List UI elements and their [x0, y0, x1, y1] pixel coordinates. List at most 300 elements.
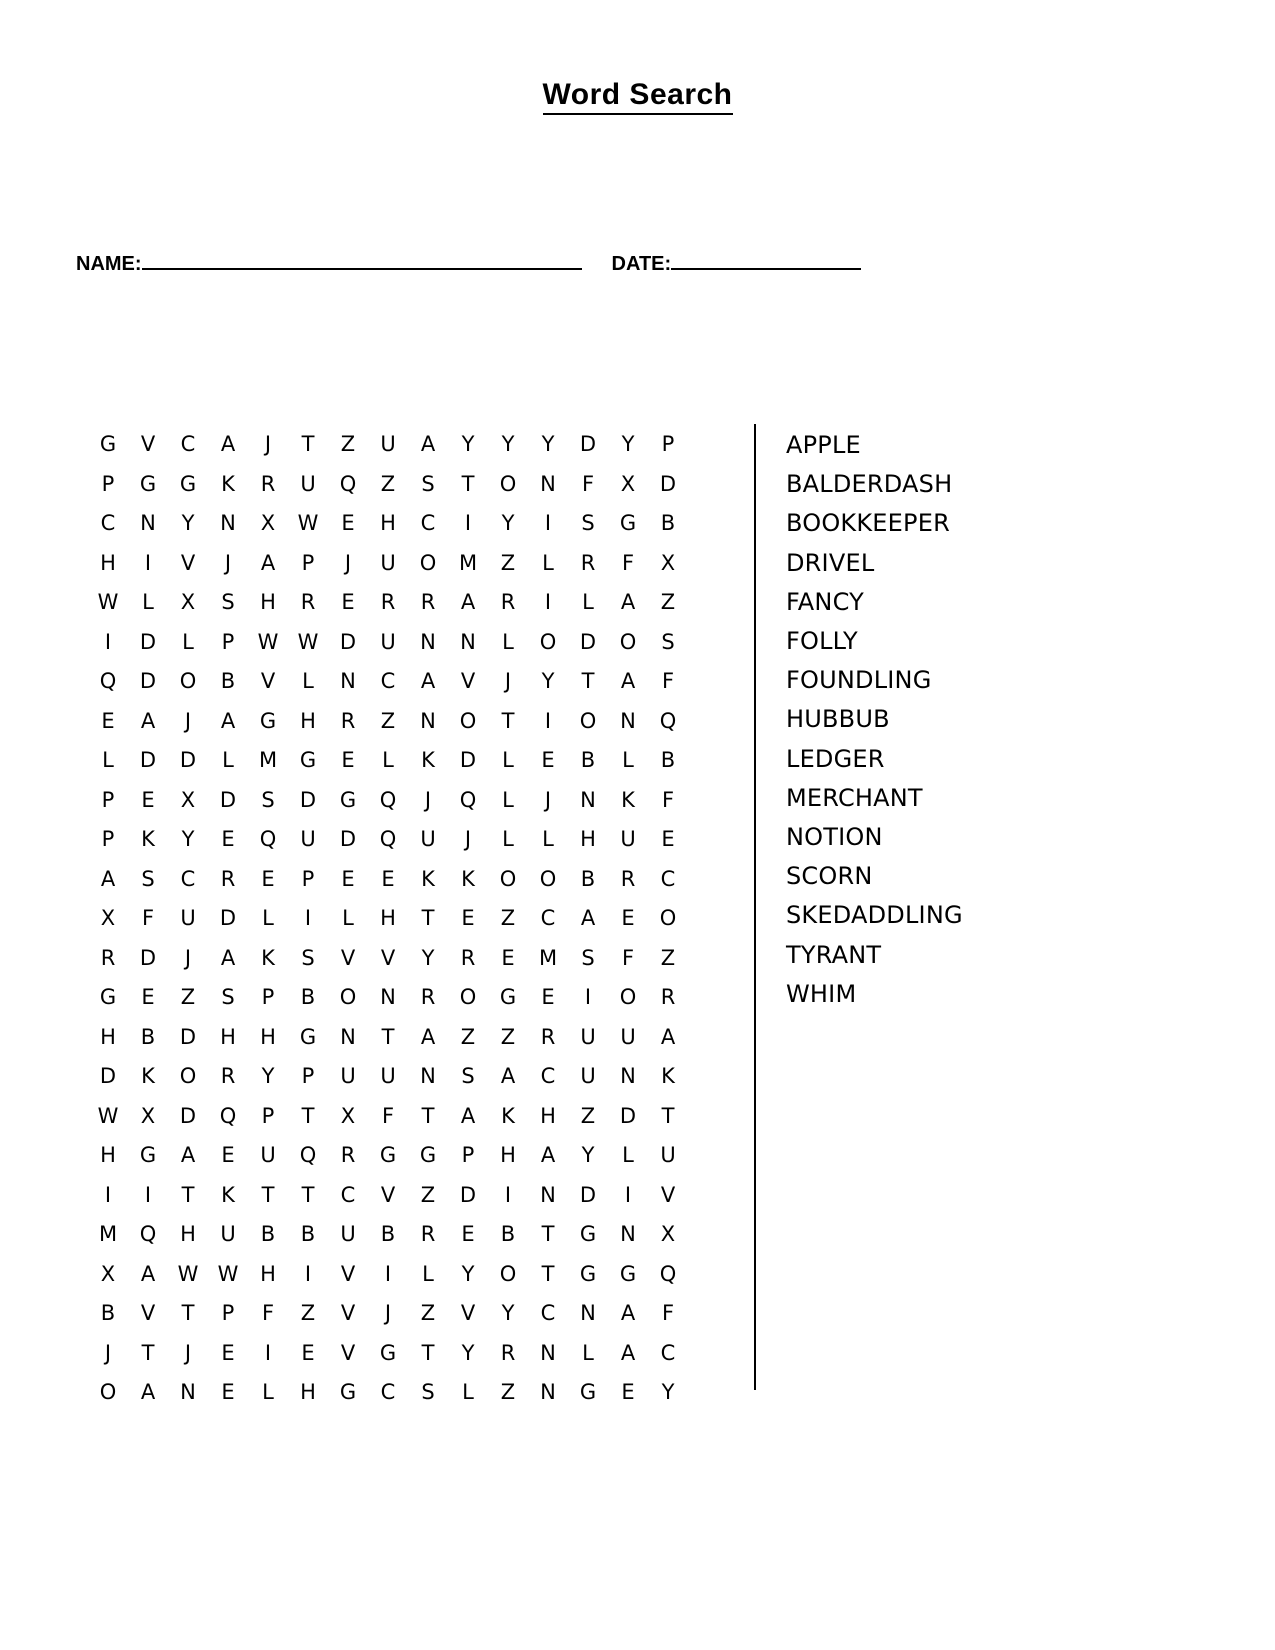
grid-cell[interactable]: D [339, 629, 357, 654]
grid-cell[interactable]: D [219, 906, 237, 931]
grid-cell[interactable]: F [661, 1301, 675, 1326]
grid-cell[interactable]: B [500, 1222, 516, 1247]
grid-cell[interactable]: P [261, 1103, 275, 1128]
grid-cell[interactable]: L [262, 906, 274, 931]
grid-cell[interactable]: B [260, 1222, 276, 1247]
grid-cell[interactable]: L [502, 748, 514, 773]
grid-cell[interactable]: A [420, 1024, 436, 1049]
grid-cell[interactable]: Z [180, 985, 196, 1010]
grid-cell[interactable]: L [382, 748, 394, 773]
grid-cell[interactable]: N [220, 511, 236, 536]
grid-cell[interactable]: C [340, 1182, 356, 1207]
grid-cell[interactable]: H [580, 827, 596, 852]
grid-cell[interactable]: D [459, 1182, 477, 1207]
grid-cell[interactable]: V [340, 1340, 356, 1365]
grid-cell[interactable]: H [260, 1024, 276, 1049]
grid-cell[interactable]: X [660, 550, 676, 575]
grid-cell[interactable]: Q [659, 1261, 677, 1286]
grid-cell[interactable]: U [380, 629, 396, 654]
grid-cell[interactable]: R [420, 1222, 436, 1247]
grid-cell[interactable]: N [340, 1024, 356, 1049]
grid-cell[interactable]: S [261, 787, 275, 812]
grid-cell[interactable]: P [661, 432, 675, 457]
grid-cell[interactable]: R [500, 1340, 516, 1365]
grid-cell[interactable]: W [257, 629, 279, 654]
grid-cell[interactable]: N [460, 629, 476, 654]
grid-cell[interactable]: Y [261, 1064, 275, 1089]
grid-cell[interactable]: H [180, 1222, 196, 1247]
grid-cell[interactable]: V [260, 669, 276, 694]
word-list-item[interactable]: SKEDADDLING [786, 901, 963, 930]
grid-cell[interactable]: B [300, 1222, 316, 1247]
grid-cell[interactable]: A [620, 1301, 636, 1326]
grid-cell[interactable]: Y [461, 432, 475, 457]
grid-cell[interactable]: K [421, 748, 435, 773]
word-list-item[interactable]: DRIVEL [786, 548, 875, 577]
grid-cell[interactable]: W [97, 590, 119, 615]
grid-cell[interactable]: A [620, 590, 636, 615]
grid-cell[interactable]: Y [501, 1301, 515, 1326]
grid-cell[interactable]: E [621, 1380, 635, 1405]
grid-cell[interactable]: Y [501, 511, 515, 536]
grid-cell[interactable]: C [380, 669, 396, 694]
grid-cell[interactable]: Z [420, 1182, 436, 1207]
grid-cell[interactable]: V [380, 945, 396, 970]
grid-cell[interactable]: W [177, 1261, 199, 1286]
grid-cell[interactable]: V [660, 1182, 676, 1207]
grid-cell[interactable]: Q [659, 708, 677, 733]
grid-cell[interactable]: Z [300, 1301, 316, 1326]
grid-cell[interactable]: L [102, 748, 114, 773]
grid-cell[interactable]: O [179, 1064, 197, 1089]
grid-cell[interactable]: A [260, 550, 276, 575]
grid-cell[interactable]: T [421, 906, 435, 931]
grid-cell[interactable]: L [462, 1380, 474, 1405]
grid-cell[interactable]: H [100, 1024, 116, 1049]
grid-cell[interactable]: E [661, 827, 675, 852]
grid-cell[interactable]: H [260, 1261, 276, 1286]
grid-cell[interactable]: S [461, 1064, 475, 1089]
grid-cell[interactable]: G [579, 1380, 597, 1405]
grid-cell[interactable]: G [139, 1143, 157, 1168]
grid-cell[interactable]: F [661, 669, 675, 694]
grid-cell[interactable]: E [501, 945, 515, 970]
grid-cell[interactable]: P [461, 1143, 475, 1168]
grid-cell[interactable]: J [344, 550, 352, 575]
grid-cell[interactable]: T [421, 1340, 435, 1365]
grid-cell[interactable]: A [140, 1261, 156, 1286]
grid-cell[interactable]: N [540, 1182, 556, 1207]
grid-cell[interactable]: P [261, 985, 275, 1010]
grid-cell[interactable]: R [540, 1024, 556, 1049]
grid-cell[interactable]: J [424, 787, 432, 812]
grid-cell[interactable]: D [99, 1064, 117, 1089]
grid-cell[interactable]: H [100, 550, 116, 575]
grid-cell[interactable]: T [661, 1103, 675, 1128]
grid-cell[interactable]: F [581, 471, 595, 496]
grid-cell[interactable]: X [100, 1261, 116, 1286]
grid-cell[interactable]: O [539, 866, 557, 891]
grid-cell[interactable]: Q [379, 787, 397, 812]
grid-cell[interactable]: V [180, 550, 196, 575]
name-input-line[interactable] [142, 267, 582, 270]
grid-cell[interactable]: C [540, 1064, 556, 1089]
grid-cell[interactable]: H [540, 1103, 556, 1128]
grid-cell[interactable]: Y [621, 432, 635, 457]
grid-cell[interactable]: T [181, 1182, 195, 1207]
grid-cell[interactable]: A [180, 1143, 196, 1168]
grid-cell[interactable]: R [660, 985, 676, 1010]
grid-cell[interactable]: O [659, 906, 677, 931]
grid-cell[interactable]: O [339, 985, 357, 1010]
grid-cell[interactable]: U [380, 550, 396, 575]
grid-cell[interactable]: I [304, 1261, 312, 1286]
grid-cell[interactable]: L [142, 590, 154, 615]
grid-cell[interactable]: O [499, 471, 517, 496]
grid-cell[interactable]: E [101, 708, 115, 733]
grid-cell[interactable]: G [379, 1143, 397, 1168]
grid-cell[interactable]: A [500, 1064, 516, 1089]
grid-cell[interactable]: U [380, 432, 396, 457]
grid-cell[interactable]: R [340, 1143, 356, 1168]
grid-cell[interactable]: R [380, 590, 396, 615]
word-list-item[interactable]: FOUNDLING [786, 666, 932, 695]
grid-cell[interactable]: J [184, 1340, 192, 1365]
grid-cell[interactable]: A [660, 1024, 676, 1049]
grid-cell[interactable]: D [139, 945, 157, 970]
grid-cell[interactable]: M [258, 748, 278, 773]
grid-cell[interactable]: Q [299, 1143, 317, 1168]
grid-cell[interactable]: Y [541, 669, 555, 694]
grid-cell[interactable]: L [622, 1143, 634, 1168]
grid-cell[interactable]: L [182, 629, 194, 654]
grid-cell[interactable]: Q [339, 471, 357, 496]
grid-cell[interactable]: E [341, 511, 355, 536]
grid-cell[interactable]: I [264, 1340, 272, 1365]
grid-cell[interactable]: T [301, 432, 315, 457]
grid-cell[interactable]: H [260, 590, 276, 615]
grid-cell[interactable]: B [580, 748, 596, 773]
grid-cell[interactable]: A [220, 708, 236, 733]
grid-cell[interactable]: G [259, 708, 277, 733]
grid-cell[interactable]: L [622, 748, 634, 773]
grid-cell[interactable]: L [582, 1340, 594, 1365]
grid-cell[interactable]: K [141, 1064, 155, 1089]
grid-cell[interactable]: S [421, 471, 435, 496]
grid-cell[interactable]: R [340, 708, 356, 733]
grid-cell[interactable]: V [380, 1182, 396, 1207]
grid-cell[interactable]: B [300, 985, 316, 1010]
grid-cell[interactable]: O [459, 708, 477, 733]
grid-cell[interactable]: Z [340, 432, 356, 457]
grid-cell[interactable]: U [580, 1024, 596, 1049]
grid-cell[interactable]: M [538, 945, 558, 970]
grid-cell[interactable]: Z [660, 590, 676, 615]
grid-cell[interactable]: V [340, 945, 356, 970]
grid-cell[interactable]: S [581, 945, 595, 970]
grid-cell[interactable]: A [220, 945, 236, 970]
grid-cell[interactable]: C [100, 511, 116, 536]
grid-cell[interactable]: D [579, 629, 597, 654]
grid-cell[interactable]: T [261, 1182, 275, 1207]
grid-cell[interactable]: D [219, 787, 237, 812]
grid-cell[interactable]: J [504, 669, 512, 694]
grid-cell[interactable]: C [180, 866, 196, 891]
grid-cell[interactable]: Y [461, 1261, 475, 1286]
grid-cell[interactable]: U [260, 1143, 276, 1168]
grid-cell[interactable]: L [262, 1380, 274, 1405]
grid-cell[interactable]: U [620, 1024, 636, 1049]
grid-cell[interactable]: O [179, 669, 197, 694]
grid-cell[interactable]: G [139, 471, 157, 496]
grid-cell[interactable]: Z [500, 550, 516, 575]
grid-cell[interactable]: I [104, 1182, 112, 1207]
grid-cell[interactable]: D [299, 787, 317, 812]
grid-cell[interactable]: T [541, 1261, 555, 1286]
grid-cell[interactable]: D [179, 1024, 197, 1049]
grid-cell[interactable]: P [301, 866, 315, 891]
grid-cell[interactable]: O [499, 1261, 517, 1286]
grid-cell[interactable]: P [221, 1301, 235, 1326]
grid-cell[interactable]: E [541, 748, 555, 773]
grid-cell[interactable]: R [620, 866, 636, 891]
grid-cell[interactable]: B [380, 1222, 396, 1247]
grid-cell[interactable]: H [500, 1143, 516, 1168]
grid-cell[interactable]: N [580, 1301, 596, 1326]
grid-cell[interactable]: Y [501, 432, 515, 457]
grid-cell[interactable]: K [221, 471, 235, 496]
grid-cell[interactable]: T [501, 708, 515, 733]
grid-cell[interactable]: J [224, 550, 232, 575]
grid-cell[interactable]: N [420, 708, 436, 733]
grid-cell[interactable]: I [504, 1182, 512, 1207]
grid-cell[interactable]: A [100, 866, 116, 891]
grid-cell[interactable]: T [461, 471, 475, 496]
grid-cell[interactable]: R [580, 550, 596, 575]
grid-cell[interactable]: L [222, 748, 234, 773]
grid-cell[interactable]: H [380, 511, 396, 536]
grid-cell[interactable]: I [544, 708, 552, 733]
grid-cell[interactable]: O [459, 985, 477, 1010]
grid-cell[interactable]: F [621, 945, 635, 970]
grid-cell[interactable]: N [340, 669, 356, 694]
grid-cell[interactable]: P [101, 471, 115, 496]
grid-cell[interactable]: E [261, 866, 275, 891]
grid-cell[interactable]: E [221, 1380, 235, 1405]
grid-cell[interactable]: L [582, 590, 594, 615]
grid-cell[interactable]: U [660, 1143, 676, 1168]
grid-cell[interactable]: S [421, 1380, 435, 1405]
grid-cell[interactable]: U [340, 1222, 356, 1247]
grid-cell[interactable]: Y [581, 1143, 595, 1168]
grid-cell[interactable]: J [464, 827, 472, 852]
grid-cell[interactable]: P [101, 787, 115, 812]
grid-cell[interactable]: L [342, 906, 354, 931]
grid-cell[interactable]: Z [420, 1301, 436, 1326]
grid-cell[interactable]: I [544, 590, 552, 615]
grid-cell[interactable]: W [297, 511, 319, 536]
grid-cell[interactable]: E [141, 787, 155, 812]
grid-cell[interactable]: K [261, 945, 275, 970]
grid-cell[interactable]: G [379, 1340, 397, 1365]
grid-cell[interactable]: A [220, 432, 236, 457]
word-list-item[interactable]: FOLLY [786, 627, 858, 656]
grid-cell[interactable]: Z [380, 708, 396, 733]
grid-cell[interactable]: R [220, 1064, 236, 1089]
grid-cell[interactable]: Z [580, 1103, 596, 1128]
grid-cell[interactable]: T [141, 1340, 155, 1365]
grid-cell[interactable]: V [460, 1301, 476, 1326]
grid-cell[interactable]: T [541, 1222, 555, 1247]
grid-cell[interactable]: G [339, 787, 357, 812]
grid-cell[interactable]: U [580, 1064, 596, 1089]
grid-cell[interactable]: H [300, 1380, 316, 1405]
grid-cell[interactable]: H [380, 906, 396, 931]
grid-cell[interactable]: C [540, 1301, 556, 1326]
grid-cell[interactable]: S [221, 985, 235, 1010]
grid-cell[interactable]: N [140, 511, 156, 536]
grid-cell[interactable]: D [139, 669, 157, 694]
grid-cell[interactable]: P [301, 1064, 315, 1089]
grid-cell[interactable]: F [661, 787, 675, 812]
grid-cell[interactable]: R [500, 590, 516, 615]
grid-cell[interactable]: B [100, 1301, 116, 1326]
grid-cell[interactable]: C [660, 1340, 676, 1365]
grid-cell[interactable]: N [540, 1380, 556, 1405]
grid-cell[interactable]: D [179, 748, 197, 773]
grid-cell[interactable]: T [421, 1103, 435, 1128]
grid-cell[interactable]: K [221, 1182, 235, 1207]
grid-cell[interactable]: J [104, 1340, 112, 1365]
grid-cell[interactable]: C [420, 511, 436, 536]
grid-cell[interactable]: K [661, 1064, 675, 1089]
grid-cell[interactable]: N [620, 1064, 636, 1089]
grid-cell[interactable]: G [179, 471, 197, 496]
grid-cell[interactable]: Q [139, 1222, 157, 1247]
grid-cell[interactable]: I [384, 1261, 392, 1286]
grid-cell[interactable]: Z [660, 945, 676, 970]
grid-cell[interactable]: G [419, 1143, 437, 1168]
grid-cell[interactable]: R [260, 471, 276, 496]
grid-cell[interactable]: U [300, 471, 316, 496]
grid-cell[interactable]: K [421, 866, 435, 891]
grid-cell[interactable]: O [499, 866, 517, 891]
grid-cell[interactable]: N [420, 629, 436, 654]
grid-cell[interactable]: B [660, 511, 676, 536]
grid-cell[interactable]: A [420, 669, 436, 694]
grid-cell[interactable]: G [579, 1261, 597, 1286]
grid-cell[interactable]: S [661, 629, 675, 654]
grid-cell[interactable]: M [458, 550, 478, 575]
grid-cell[interactable]: Y [181, 511, 195, 536]
grid-cell[interactable]: R [420, 985, 436, 1010]
grid-cell[interactable]: B [140, 1024, 156, 1049]
grid-cell[interactable]: L [502, 827, 514, 852]
grid-cell[interactable]: E [461, 906, 475, 931]
grid-cell[interactable]: O [619, 985, 637, 1010]
grid-cell[interactable]: M [98, 1222, 118, 1247]
grid-cell[interactable]: C [180, 432, 196, 457]
grid-cell[interactable]: Q [219, 1103, 237, 1128]
grid-cell[interactable]: A [420, 432, 436, 457]
word-list-item[interactable]: APPLE [786, 431, 861, 459]
grid-cell[interactable]: A [540, 1143, 556, 1168]
grid-cell[interactable]: V [140, 432, 156, 457]
grid-cell[interactable]: H [100, 1143, 116, 1168]
grid-cell[interactable]: J [544, 787, 552, 812]
grid-cell[interactable]: R [100, 945, 116, 970]
grid-cell[interactable]: A [620, 1340, 636, 1365]
grid-cell[interactable]: L [502, 787, 514, 812]
grid-cell[interactable]: X [340, 1103, 356, 1128]
grid-cell[interactable]: N [540, 471, 556, 496]
word-list-item[interactable]: LEDGER [786, 744, 885, 773]
grid-cell[interactable]: A [140, 708, 156, 733]
grid-cell[interactable]: S [301, 945, 315, 970]
grid-cell[interactable]: C [540, 906, 556, 931]
grid-cell[interactable]: F [381, 1103, 395, 1128]
grid-cell[interactable]: A [620, 669, 636, 694]
grid-cell[interactable]: W [97, 1103, 119, 1128]
grid-cell[interactable]: A [460, 590, 476, 615]
grid-cell[interactable]: Y [461, 1340, 475, 1365]
grid-cell[interactable]: I [464, 511, 472, 536]
grid-cell[interactable]: L [542, 550, 554, 575]
grid-cell[interactable]: L [502, 629, 514, 654]
word-list-item[interactable]: SCORN [786, 862, 873, 891]
grid-cell[interactable]: X [660, 1222, 676, 1247]
grid-cell[interactable]: Y [181, 827, 195, 852]
word-list-item[interactable]: FANCY [786, 587, 864, 616]
grid-cell[interactable]: Y [661, 1380, 675, 1405]
grid-cell[interactable]: J [264, 432, 272, 457]
grid-cell[interactable]: N [380, 985, 396, 1010]
grid-cell[interactable]: Z [500, 1380, 516, 1405]
grid-cell[interactable]: U [300, 827, 316, 852]
grid-cell[interactable]: J [184, 708, 192, 733]
grid-cell[interactable]: H [300, 708, 316, 733]
date-input-line[interactable] [671, 267, 861, 270]
grid-cell[interactable]: D [659, 471, 677, 496]
grid-cell[interactable]: K [621, 787, 635, 812]
grid-cell[interactable]: O [539, 629, 557, 654]
grid-cell[interactable]: L [422, 1261, 434, 1286]
grid-cell[interactable]: K [461, 866, 475, 891]
grid-cell[interactable]: A [140, 1380, 156, 1405]
word-list-item[interactable]: BOOKKEEPER [786, 509, 950, 538]
grid-cell[interactable]: Z [500, 1024, 516, 1049]
grid-cell[interactable]: Q [259, 827, 277, 852]
grid-cell[interactable]: E [381, 866, 395, 891]
grid-cell[interactable]: D [179, 1103, 197, 1128]
grid-cell[interactable]: E [301, 1340, 315, 1365]
grid-cell[interactable]: T [581, 669, 595, 694]
grid-cell[interactable]: U [340, 1064, 356, 1089]
grid-cell[interactable]: Q [99, 669, 117, 694]
grid-cell[interactable]: N [620, 708, 636, 733]
grid-cell[interactable]: I [104, 629, 112, 654]
grid-cell[interactable]: T [301, 1182, 315, 1207]
grid-cell[interactable]: E [341, 590, 355, 615]
grid-cell[interactable]: P [101, 827, 115, 852]
grid-cell[interactable]: N [180, 1380, 196, 1405]
grid-cell[interactable]: G [299, 748, 317, 773]
grid-cell[interactable]: W [217, 1261, 239, 1286]
grid-cell[interactable]: Z [500, 906, 516, 931]
grid-cell[interactable]: W [297, 629, 319, 654]
grid-cell[interactable]: V [340, 1301, 356, 1326]
grid-cell[interactable]: I [544, 511, 552, 536]
